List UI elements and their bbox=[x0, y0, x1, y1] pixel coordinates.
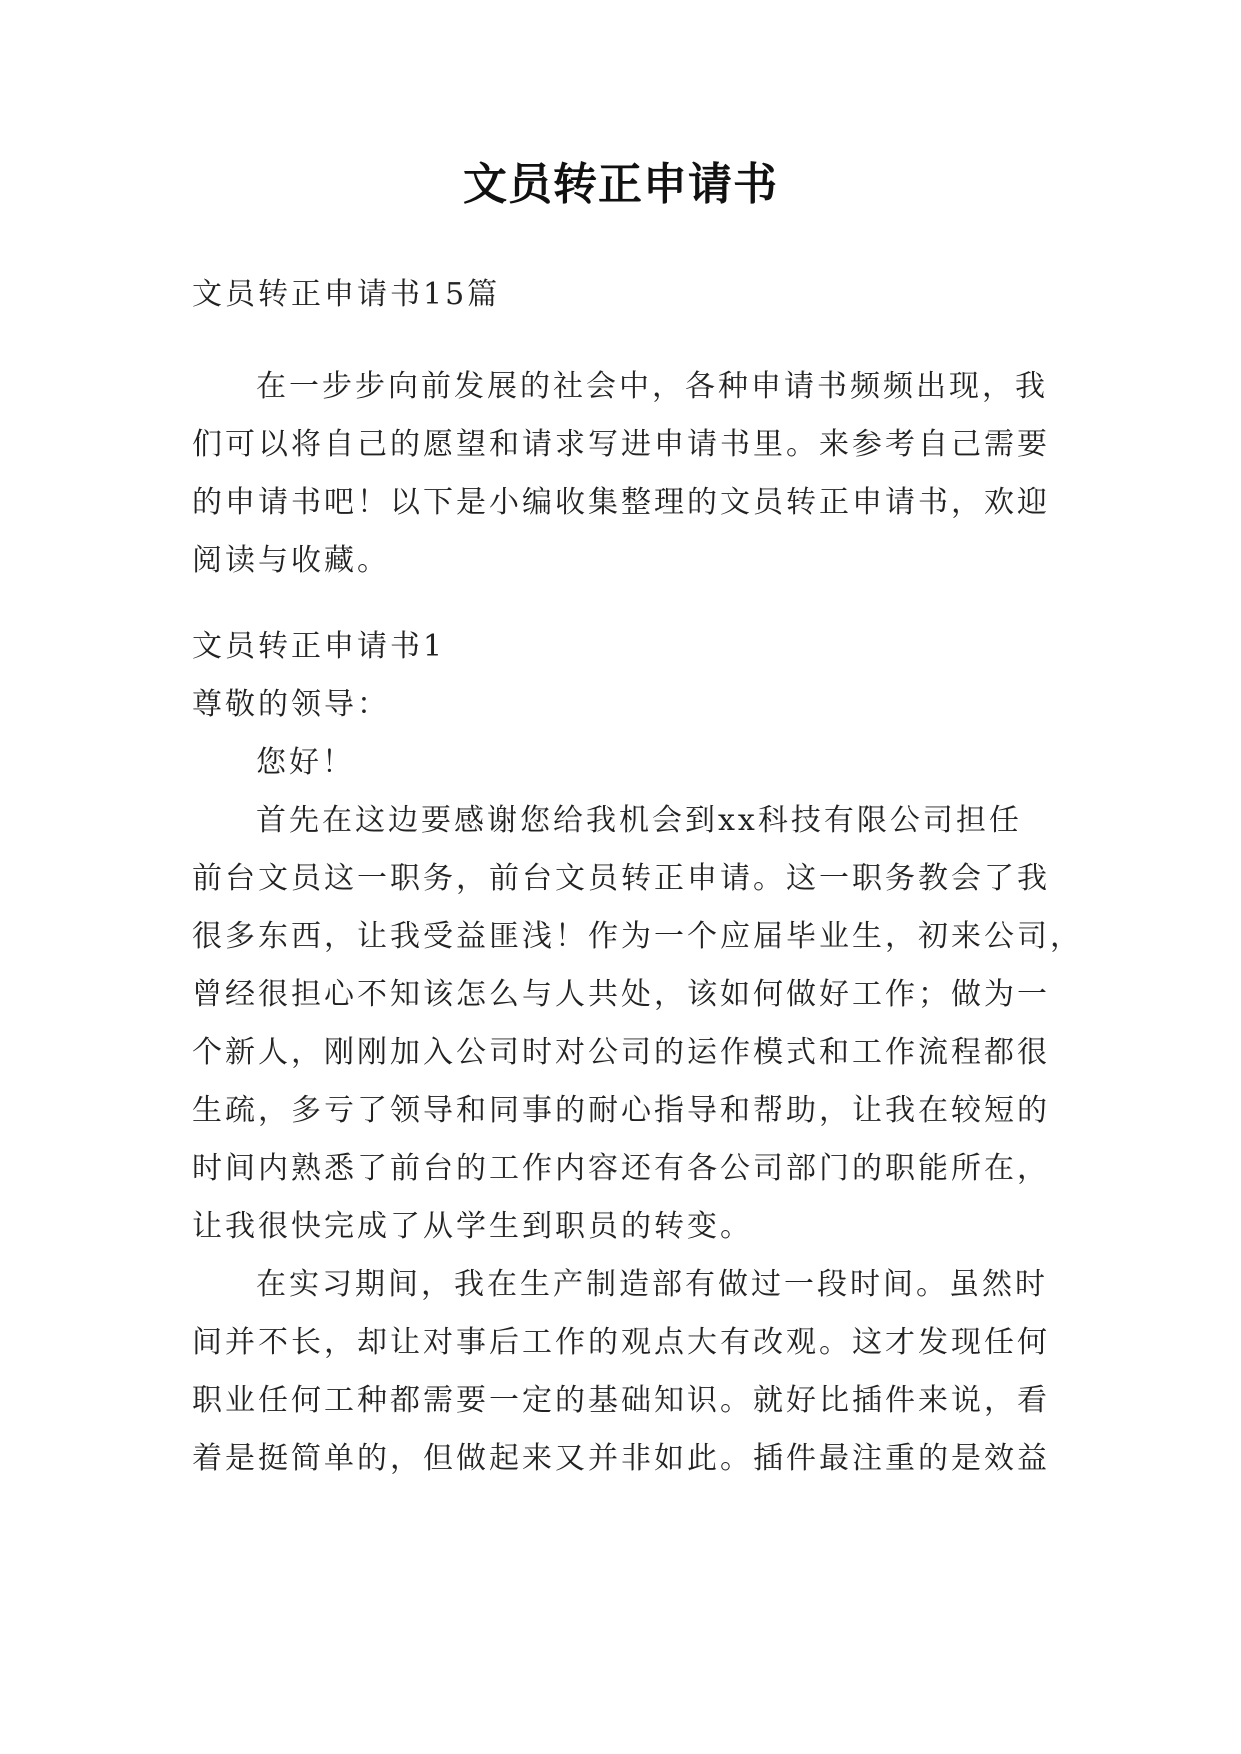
paragraph1-line: 个新人，刚刚加入公司时对公司的运作模式和工作流程都很 bbox=[192, 1035, 1050, 1070]
subtitle-text: 文员转正申请书15篇 bbox=[192, 277, 501, 312]
paragraph2-line: 职业任何工种都需要一定的基础知识。就好比插件来说，看 bbox=[192, 1383, 1050, 1418]
salutation: 尊敬的领导： bbox=[192, 687, 390, 722]
paragraph1-line: 前台文员这一职务，前台文员转正申请。这一职务教会了我 bbox=[192, 861, 1050, 896]
paragraph1-line: 时间内熟悉了前台的工作内容还有各公司部门的职能所在， bbox=[192, 1151, 1050, 1186]
paragraph1-line: 首先在这边要感谢您给我机会到xx科技有限公司担任 bbox=[256, 803, 1022, 838]
intro-paragraph bbox=[192, 358, 1072, 590]
paragraph2-line: 间并不长，却让对事后工作的观点大有改观。这才发现任何 bbox=[192, 1325, 1050, 1360]
greeting: 您好！ bbox=[256, 745, 355, 780]
paragraph2-line: 在实习期间，我在生产制造部有做过一段时间。虽然时 bbox=[256, 1267, 1048, 1302]
paragraph2-line: 着是挺简单的，但做起来又并非如此。插件最注重的是效益 bbox=[192, 1441, 1050, 1476]
intro-line: 在一步步向前发展的社会中，各种申请书频频出现，我 bbox=[256, 369, 1048, 404]
paragraph1-line: 曾经很担心不知该怎么与人共处，该如何做好工作；做为一 bbox=[192, 977, 1050, 1012]
paragraph1-line: 生疏，多亏了领导和同事的耐心指导和帮助，让我在较短的 bbox=[192, 1093, 1050, 1128]
intro-line: 的申请书吧！以下是小编收集整理的文员转正申请书，欢迎 bbox=[192, 485, 1050, 520]
section-heading: 文员转正申请书1 bbox=[192, 629, 446, 664]
document-subtitle bbox=[192, 266, 1072, 324]
document-title: 文员转正申请书 bbox=[463, 159, 778, 210]
intro-line: 阅读与收藏。 bbox=[192, 543, 390, 578]
intro-line: 们可以将自己的愿望和请求写进申请书里。来参考自己需要 bbox=[192, 427, 1050, 462]
letter-body bbox=[192, 618, 1083, 1488]
paragraph1-line: 很多东西，让我受益匪浅！作为一个应届毕业生，初来公司， bbox=[192, 919, 1083, 954]
paragraph1-line: 让我很快完成了从学生到职员的转变。 bbox=[192, 1209, 753, 1244]
